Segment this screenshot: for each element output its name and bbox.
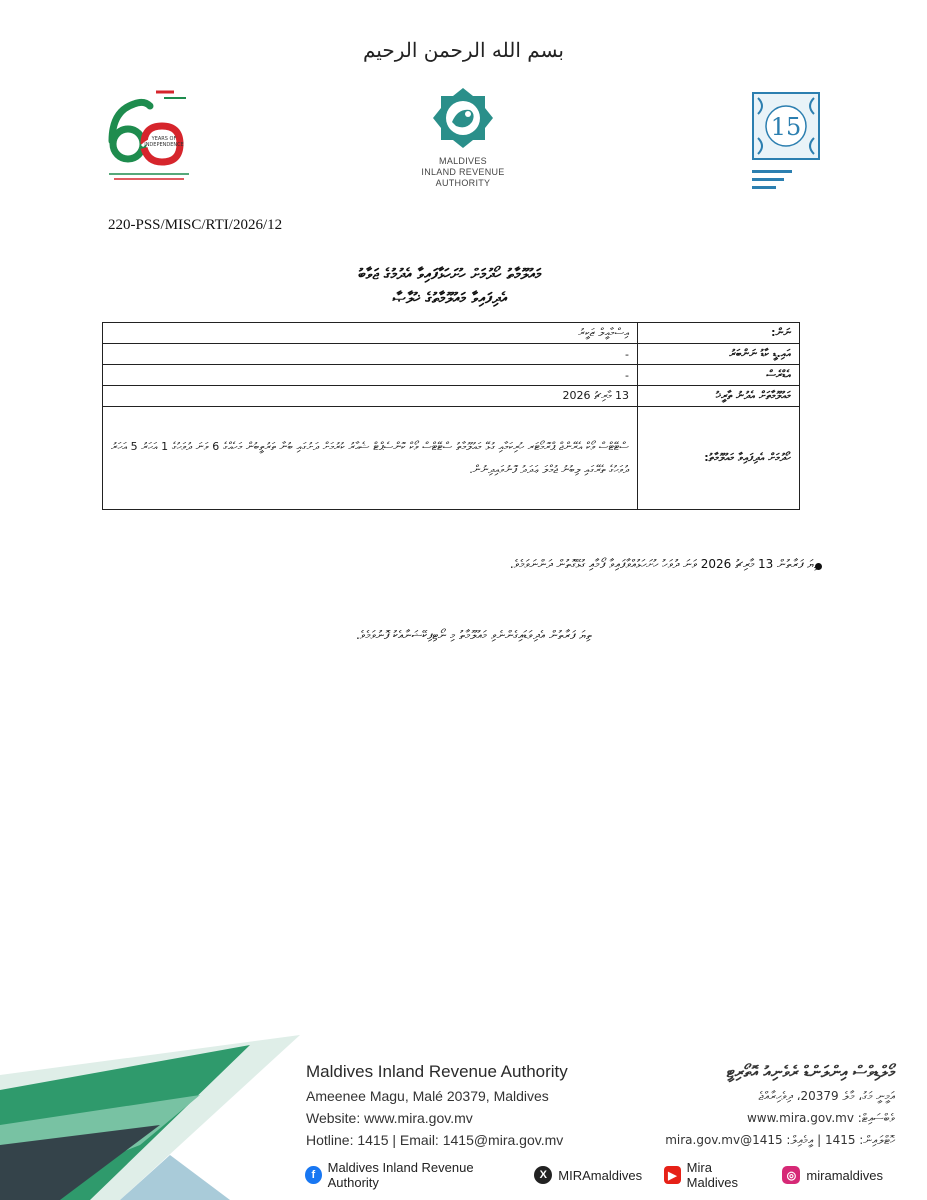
document-reference: 220-PSS/MISC/RTI/2026/12 [108, 217, 283, 233]
facebook-icon: f [305, 1166, 322, 1184]
fifteen-years-emblem-icon [752, 92, 820, 160]
svg-text:INDEPENDENCE: INDEPENDENCE [144, 142, 184, 148]
row-value-name: އިސްމާއީލް ޒަކީރު [103, 323, 638, 344]
bismillah-calligraphy: بسم الله الرحمن الرحيم [362, 38, 564, 62]
mira-logo-line-3: AUTHORITY [435, 178, 491, 188]
mira-logo-line-2: INLAND REVENUE [421, 167, 505, 177]
row-label-request-date: މައުލޫމާތަށް އެދުނު ތާރީޚު [638, 386, 800, 407]
independence-60-emblem-icon [104, 86, 194, 186]
table-row [103, 386, 800, 407]
footer-org-name-dv: މޯލްޑިވްސް އިންލަންޑް ރެވެނިއު އޮތޯރިޓީ [726, 1062, 895, 1081]
footer-contact-dv[interactable]: ހޮޓްލައިން: 1415 | އީމެއިލް: 1415@mira.gov.mv [665, 1133, 895, 1147]
footer-english-contact [306, 1062, 568, 1148]
footer-decoration [0, 1035, 300, 1200]
mira-emblem-icon [418, 86, 508, 152]
row-value-requested-info [103, 407, 638, 510]
row-label-requested-info: ހޯދުމަށް އެދިފައިވާ މައުލޫމާތު: [638, 407, 800, 510]
x-icon: X [534, 1166, 552, 1184]
social-x[interactable] [534, 1166, 642, 1184]
details-table [102, 322, 800, 510]
social-x-label: MIRAmaldives [558, 1167, 643, 1183]
social-facebook-label: Maldives Inland Revenue Authority [327, 1160, 474, 1190]
footer-org-name-en: Maldives Inland Revenue Authority [306, 1062, 568, 1081]
bullet-paragraph: ތިޔަ ފަރާތުން 13 މާރިޗު 2026 ވަނަ ދުވަހު ހުށަހަޅުއްވާފައިވާ ފޯމާއި ގުޅޭގޮތުން ދަންނަވަމެވެ. [509, 557, 820, 571]
youtube-icon: ▶ [664, 1166, 681, 1184]
social-youtube[interactable] [664, 1160, 760, 1190]
closing-paragraph: ތިޔަ ފަރާތުން އެދިވަޑައިގެންނެވި މައުލޫމާތު މި ނޯޓިފިކޭޝަނާއެކު ފޮނުވަމެވެ. [355, 628, 592, 642]
footer-dhivehi-contact [665, 1062, 895, 1148]
social-instagram-label: miramaldives [806, 1167, 883, 1183]
row-label-address: އެޑްރެސް [638, 365, 800, 386]
footer-website-dv[interactable]: ވެބްސައިޓް: www.mira.gov.mv [746, 1111, 895, 1125]
footer-address-dv: އަމީނީ މަގު، މާލެ 20379، ދިވެހިރާއްޖެ [758, 1089, 895, 1103]
footer-website-en[interactable]: Website: www.mira.gov.mv [306, 1110, 473, 1126]
instagram-icon: ◎ [782, 1166, 800, 1184]
document-title [100, 262, 800, 310]
table-row [103, 323, 800, 344]
svg-text:YEARS OF: YEARS OF [151, 136, 177, 142]
title-line-1: މައުލޫމާތު ހޯދުމަށް ހުށަހަޅާފައިވާ އެދުމުގެ ޖަވާބު [358, 265, 542, 283]
row-label-name: ނަން: [638, 323, 800, 344]
requested-info-text: ސްޓޭޓްސް ވޯކް އެރޭންޖް ޕްރޮމޯޓަރ ހުރިކަމާއި ގުޅޭ މައުލޫމާތު ސްޓޭޓްސް ވޯކް ކޮންސެޕްޓް ޝެއާރު ކުރުމަށް ދަށުގައި ބުނާ ތަރުތީބުން މަހެއްގެ 6 ވަނަ ދުވަހުގެ 1 އަހަރު 5 އަހަރު ދުވަހުގެ ތެރޭގައި ލިބުނު ޖުމްލަ ޢަދަދު ފޮނުވައިދިނުން. [111, 440, 629, 476]
row-value-address: - [103, 365, 638, 386]
footer-contact-en[interactable]: Hotline: 1415 | Email: 1415@mira.gov.mv [306, 1132, 564, 1148]
svg-text:15: 15 [770, 113, 802, 141]
title-line-2: އެދިފައިވާ މައުލޫމާތުގެ ޚުލާޞާ [392, 289, 508, 307]
mira-logo-line-1: MALDIVES [439, 156, 487, 166]
social-instagram[interactable] [782, 1166, 883, 1184]
social-facebook[interactable] [305, 1160, 512, 1190]
table-row [103, 365, 800, 386]
row-value-request-date: 13 މާރިޗު 2026 [103, 386, 638, 407]
table-row [103, 344, 800, 365]
row-value-id: - [103, 344, 638, 365]
social-youtube-label: Mira Maldives [686, 1160, 738, 1190]
footer-address-en: Ameenee Magu, Malé 20379, Maldives [306, 1088, 549, 1104]
fifteen-years-logo [752, 92, 820, 200]
independence-60-logo [104, 86, 194, 186]
social-links [305, 1160, 905, 1190]
row-label-id: އައި.ޑީ ކާޑު ނަންބަރު [638, 344, 800, 365]
mira-logo-text [418, 156, 508, 189]
table-row [103, 407, 800, 510]
mira-logo [418, 86, 508, 191]
